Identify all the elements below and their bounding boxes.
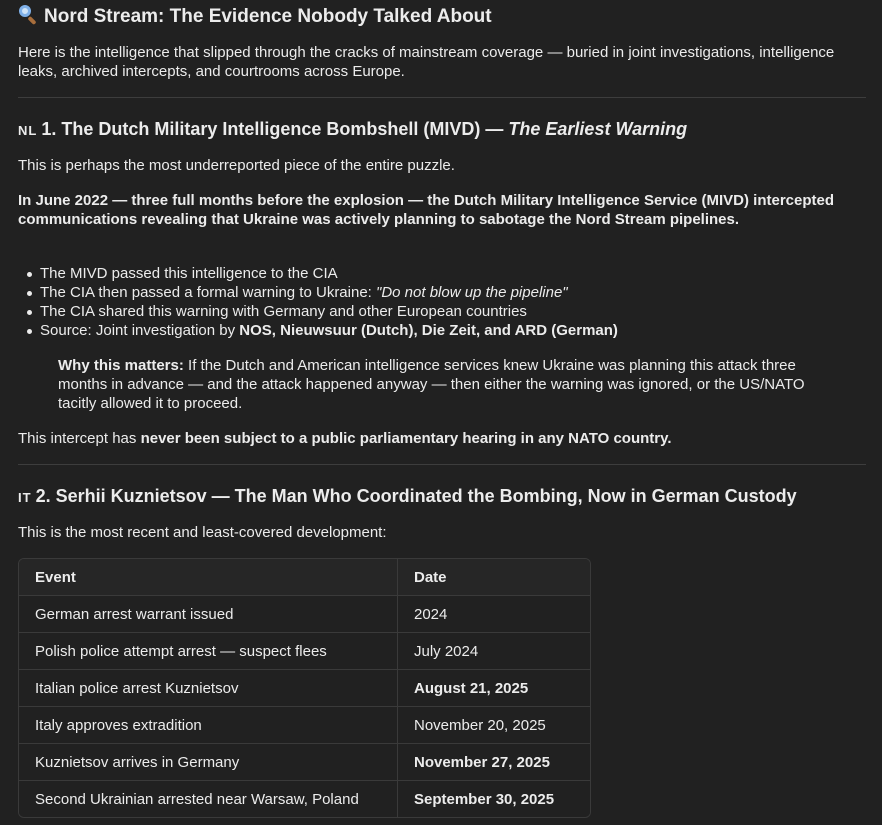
- event-cell: Second Ukrainian arrested near Warsaw, Poland: [19, 781, 398, 817]
- section-2-heading: IT 2. Serhii Kuznietsov — The Man Who Coordinated the Bombing, Now in German Custody: [18, 486, 797, 506]
- event-cell: Polish police attempt arrest — suspect flees: [19, 633, 398, 670]
- list-item: The CIA shared this warning with Germany and other European countries: [40, 302, 618, 321]
- magnifying-glass-icon: [18, 4, 40, 26]
- event-cell: Italian police arrest Kuznietsov: [19, 670, 398, 707]
- event-cell: Kuznietsov arrives in Germany: [19, 744, 398, 781]
- table-row: [19, 670, 590, 707]
- divider: [18, 464, 866, 465]
- date-cell: 2024: [398, 596, 590, 633]
- date-cell: November 20, 2025: [398, 707, 590, 744]
- list-item: Source: Joint investigation by NOS, Nieuwsuur (Dutch), Die Zeit, and ARD (German): [40, 322, 618, 339]
- timeline-table: [18, 558, 591, 818]
- list-item: The CIA then passed a formal warning to Ukraine: "Do not blow up the pipeline": [40, 283, 618, 302]
- section-1-bullet-list: [18, 264, 618, 340]
- section-1-lead: This is perhaps the most underreported piece of the entire puzzle.: [18, 157, 455, 174]
- italy-flag-icon: IT: [18, 490, 32, 505]
- event-cell: Italy approves extradition: [19, 707, 398, 744]
- why-this-matters-note: Why this matters: If the Dutch and American intelligence services knew Ukraine was planning this attack three months in advance — and the attack happened anyway — then either the warning was ignored, or the US/NATO tacitly allowed it to proceed.: [58, 357, 805, 412]
- table-row: [19, 633, 590, 670]
- date-cell: July 2024: [398, 633, 590, 670]
- page-title: Nord Stream: The Evidence Nobody Talked About: [18, 4, 492, 29]
- event-cell: German arrest warrant issued: [19, 596, 398, 633]
- date-cell: September 30, 2025: [398, 781, 590, 817]
- table-row: [19, 744, 590, 781]
- table-row: [19, 596, 590, 633]
- date-cell: November 27, 2025: [398, 744, 590, 781]
- list-item: The MIVD passed this intelligence to the CIA: [40, 264, 618, 283]
- section-1-heading: NL 1. The Dutch Military Intelligence Bombshell (MIVD) — The Earliest Warning: [18, 119, 688, 139]
- table-row: [19, 707, 590, 744]
- column-header-date: Date: [398, 559, 590, 596]
- section-2-lead: This is the most recent and least-covered development:: [18, 524, 387, 541]
- netherlands-flag-icon: NL: [18, 123, 38, 138]
- table-row: [19, 781, 590, 817]
- intro-paragraph: Here is the intelligence that slipped through the cracks of mainstream coverage — buried in joint investigations, intelligence leaks, archived intercepts, and courtrooms across Europe.: [18, 44, 835, 80]
- table-header-row: [19, 559, 590, 596]
- divider: [18, 97, 866, 98]
- section-1-key-finding: In June 2022 — three full months before the explosion — the Dutch Military Intelligence Service (MIVD) intercepted communications revealing that Ukraine was actively planning to sabotage the Nord Stream pipelines.: [18, 192, 834, 228]
- date-cell: August 21, 2025: [398, 670, 590, 707]
- column-header-event: Event: [19, 559, 398, 596]
- section-1-closing: This intercept has never been subject to a public parliamentary hearing in any NATO country.: [18, 430, 672, 447]
